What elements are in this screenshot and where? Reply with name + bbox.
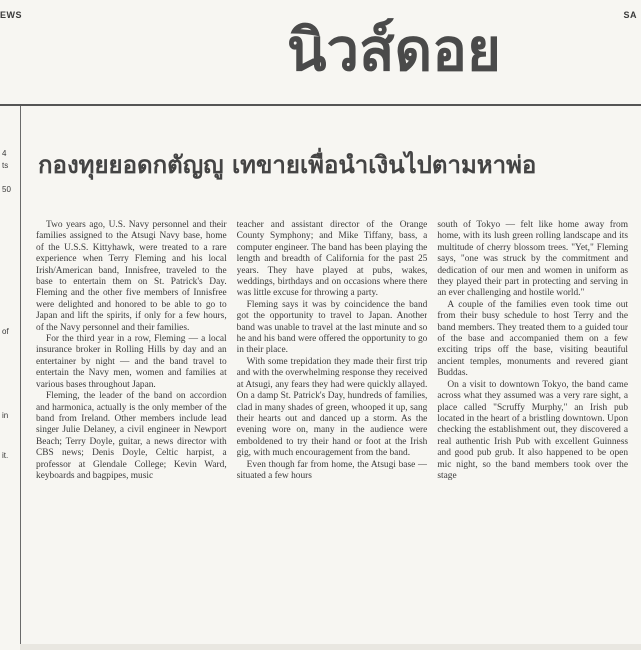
article-body [36,220,628,645]
strip-fragment: 50 [2,185,11,194]
article-paragraph: Even though far from home, the Atsugi base — situated a few hours [236,459,428,481]
article-paragraph: south of Tokyo — felt like home away from home, with its lush green rolling landscape and its multitude of cherry blossom trees. "Yet," Fleming says, "one was struck by the commitment and dedication of our men and women in uniform as they played their part in protecting and serving in an ever challenging and hostile world." [437,220,628,299]
article-headline: กองทุยยอดกตัญญู เทขายเพื่อนำเงินไปตามหาพ่อ [38,151,537,179]
article-paragraph: Fleming, the leader of the band on accordion and harmonica, actually is the only member of the band from Ireland. Other members include lead singer Julie Delaney, a civil engineer in Newport Beach; Terry Doyle, guitar, a news director with CBS news; Denis Doyle, Celtic harpist, a professor at Glendale College; Kevin Ward, keyboards and bagpipes, music [36,391,227,481]
strip-fragment: it. [2,451,9,460]
article-column-1 [36,220,227,645]
article-paragraph: teacher and assistant director of the Orange County Symphony; and Mike Tiffany, bass, a computer engineer. The band has been playing the length and breadth of California for the past 25 years. They have played at pubs, wakes, weddings, birthdays and on occasions where there was little excuse for throwing a party. [236,220,428,299]
article-column-2 [237,220,428,645]
article-paragraph: On a visit to downtown Tokyo, the band came across what they assumed was a very rare sight, a place called "Scruffy Murphy," an Irish pub located in the heart of a bristling downtown. Upon checking the establishment out, they discovered a real authentic Irish Pub with excellent Guinness and good pub grub. It also happened to be open mic night, so the band members took over the stage [437,379,628,481]
page-bottom-edge [20,644,641,650]
page-edge-label-right: SA [623,10,637,20]
strip-fragment: in [2,411,9,420]
masthead-title: นิวส์ดอย [286,16,501,84]
article-paragraph: Two years ago, U.S. Navy personnel and their families assigned to the Atsugi Navy base, home of the U.S.S. Kittyhawk, were treated to a rare experience when Terry Fleming and his local Irish/American band, Innisfree, traveled to the base to entertain them on St. Patrick's Day. Fleming and the other five members of Innisfree were delighted and honored to be able to go to Japan and lift the spirits, if only for a few hours, of the Navy personnel and their families. [36,220,227,333]
strip-fragment: of [2,327,9,336]
strip-fragment: ts [2,161,9,170]
strip-fragment: 4 [2,149,7,158]
adjacent-column-strip [0,106,21,650]
article-paragraph: Fleming says it was by coincidence the band got the opportunity to travel to Japan. Another band was unable to travel at the last minute and so he and his band were offered the opportunity to go in their place. [236,299,428,356]
article-paragraph: For the third year in a row, Fleming — a local insurance broker in Rolling Hills by day and an entertainer by night — and the band travel to entertain the Navy men, women and families at various bases throughout Japan. [36,334,227,390]
page-edge-label-left: EWS [0,10,23,20]
article-paragraph: With some trepidation they made their first trip and with the overwhelming response they received at Atsugi, any fears they had were quickly allayed. On a damp St. Patrick's Day, hundreds of families, clad in many shades of green, whooped it up, sang their hearts out and danced up a storm. As the evening wore on, many in the audience were emboldened to try their hand or foot at the Irish gig, with much encouragement from the band. [236,356,428,459]
article-column-3 [437,220,628,645]
article-paragraph: A couple of the families even took time out from their busy schedule to host Terry and the band members. They treated them to a guided tour of the base and accompanied them on a few exciting trips off the base, visiting beautiful ancient temples, monuments and revered giant Buddas. [437,299,628,379]
masthead-rule [0,104,641,106]
